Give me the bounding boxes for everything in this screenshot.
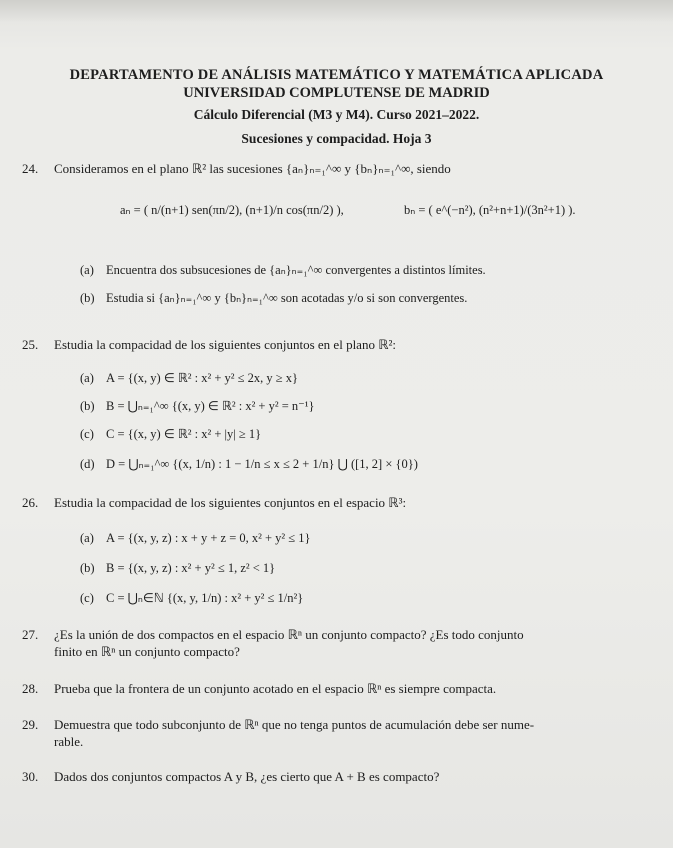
item-text: A = {(x, y) ∈ ℝ² : x² + y² ≤ 2x, y ≥ x}: [106, 371, 298, 385]
problem-text-line-1: ¿Es la unión de dos compactos en el espacio ℝⁿ un conjunto compacto? ¿Es todo conjunto: [54, 627, 524, 642]
item-text: Estudia si {aₙ}ₙ₌₁^∞ y {bₙ}ₙ₌₁^∞ son acotadas y/o si son convergentes.: [106, 291, 468, 305]
item-label: (b): [80, 291, 95, 305]
problem-26-b: [80, 560, 640, 576]
problem-text: Estudia la compacidad de los siguientes conjuntos en el plano ℝ²:: [54, 337, 397, 352]
problem-number: 28.: [22, 681, 39, 696]
item-label: (b): [80, 561, 95, 575]
scan-shadow: [0, 0, 673, 22]
problem-24-a: [80, 262, 640, 278]
problem-text: Dados dos conjuntos compactos A y B, ¿es cierto que A + B es compacto?: [54, 769, 440, 784]
problem-28: [22, 680, 642, 697]
course-title: Cálculo Diferencial (M3 y M4). Curso 2021–2022.: [193, 107, 480, 122]
problem-30: [22, 768, 642, 785]
formula-a-n: aₙ = ( n/(n+1) sen(πn/2), (n+1)/n cos(πn/2) ),: [120, 203, 344, 217]
item-label: (d): [80, 457, 95, 471]
item-text: C = {(x, y) ∈ ℝ² : x² + |y| ≥ 1}: [106, 427, 262, 441]
problem-number: 26.: [22, 495, 39, 510]
problem-25-a: [80, 370, 640, 386]
problem-26-c: [80, 590, 640, 606]
item-text: Encuentra dos subsucesiones de {aₙ}ₙ₌₁^∞ convergentes a distintos límites.: [106, 263, 486, 277]
item-text: C = ⋃ₙ∈ℕ {(x, y, 1/n) : x² + y² ≤ 1/n²}: [106, 591, 304, 605]
problem-number: 25.: [22, 337, 39, 352]
problem-text: Consideramos en el plano ℝ² las sucesiones {aₙ}ₙ₌₁^∞ y {bₙ}ₙ₌₁^∞, siendo: [54, 161, 451, 176]
problem-26: [22, 494, 642, 511]
item-text: D = ⋃ₙ₌₁^∞ {(x, 1/n) : 1 − 1/n ≤ x ≤ 2 + 1/n} ⋃ ([1, 2] × {0}): [106, 457, 418, 471]
problem-number: 30.: [22, 769, 39, 784]
item-text: B = {(x, y, z) : x² + y² ≤ 1, z² < 1}: [106, 561, 276, 575]
problem-25-c: [80, 426, 640, 442]
item-label: (a): [80, 263, 94, 277]
problem-number: 24.: [22, 161, 39, 176]
problem-text-line-2: rable.: [54, 734, 84, 749]
formula-b-n: bₙ = ( e^(−n²), (n²+n+1)/(3n²+1) ).: [404, 203, 576, 217]
problem-24: [22, 160, 642, 177]
item-text: A = {(x, y, z) : x + y + z = 0, x² + y² ≤ 1}: [106, 531, 311, 545]
problem-text-line-2: finito en ℝⁿ un conjunto compacto?: [54, 644, 240, 659]
problem-24-b: [80, 290, 640, 306]
problem-29: [22, 716, 642, 750]
problem-number: 27.: [22, 627, 39, 642]
problem-27: [22, 626, 642, 660]
problem-25-b: [80, 398, 640, 414]
problem-text: Estudia la compacidad de los siguientes conjuntos en el espacio ℝ³:: [54, 495, 407, 510]
item-label: (b): [80, 399, 95, 413]
problem-number: 29.: [22, 717, 39, 732]
sheet-title: Sucesiones y compacidad. Hoja 3: [241, 131, 432, 146]
item-label: (a): [80, 531, 94, 545]
document-header: [0, 66, 673, 148]
item-label: (c): [80, 591, 94, 605]
problem-26-a: [80, 530, 640, 546]
problem-text: Prueba que la frontera de un conjunto acotado en el espacio ℝⁿ es siempre compacta.: [54, 681, 497, 696]
department-title: DEPARTAMENTO DE ANÁLISIS MATEMÁTICO Y MATEMÁTICA APLICADA: [69, 67, 604, 83]
item-text: B = ⋃ₙ₌₁^∞ {(x, y) ∈ ℝ² : x² + y² = n⁻¹}: [106, 399, 315, 413]
item-label: (a): [80, 371, 94, 385]
problem-25: [22, 336, 642, 353]
item-label: (c): [80, 427, 94, 441]
university-title: UNIVERSIDAD COMPLUTENSE DE MADRID: [183, 85, 490, 101]
problem-text-line-1: Demuestra que todo subconjunto de ℝⁿ que no tenga puntos de acumulación debe ser nume-: [54, 717, 535, 732]
problem-25-d: [80, 456, 640, 472]
